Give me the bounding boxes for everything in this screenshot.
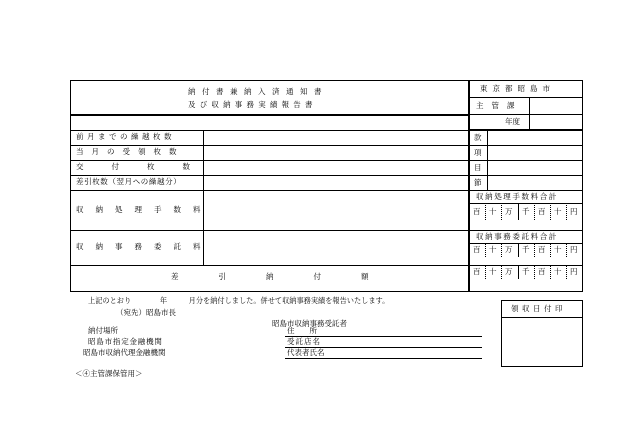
payee-title: 昭島市収納事務受託者 bbox=[272, 319, 347, 328]
code-kan: 款 bbox=[474, 133, 482, 142]
section-label: 主管課 bbox=[476, 101, 523, 110]
unit-juu: 十 bbox=[489, 245, 497, 254]
code-line-4 bbox=[469, 190, 583, 191]
office-name: 東京都昭島市 bbox=[480, 84, 555, 93]
address-label: 住 所 bbox=[287, 326, 317, 335]
unit-sen: 千 bbox=[522, 207, 530, 216]
handling-fee-label: 収納処理手数料 bbox=[76, 205, 213, 214]
store-name-label: 受託店名 bbox=[287, 337, 321, 346]
row-line-e bbox=[70, 190, 469, 191]
declaration-text: 上記のとおり 年 月分を納付しました。併せて収納事務実績を報告いたします。 bbox=[88, 296, 390, 305]
commission-units bbox=[469, 243, 583, 265]
code-line-3 bbox=[469, 175, 583, 176]
unit-div bbox=[518, 203, 519, 220]
unit-div bbox=[534, 243, 535, 257]
unit-div bbox=[501, 265, 502, 279]
unit-div bbox=[501, 203, 502, 220]
commission-fee-label: 収納事務委託料 bbox=[76, 242, 213, 251]
unit-div bbox=[550, 265, 551, 279]
unit-hyaku: 百 bbox=[473, 245, 481, 254]
unit-div bbox=[518, 265, 519, 279]
unit-juu2: 十 bbox=[554, 245, 562, 254]
unit-div bbox=[518, 243, 519, 257]
row-line-c bbox=[70, 160, 469, 161]
commission-total-label: 収納事務委託料合計 bbox=[476, 232, 558, 241]
unit-hyaku2: 百 bbox=[538, 207, 546, 216]
row-line-f bbox=[70, 230, 469, 231]
unit-div bbox=[501, 243, 502, 257]
row-label-issued bbox=[76, 162, 218, 171]
handling-total-label: 収納処理手数料合計 bbox=[476, 192, 558, 201]
office-divider-2 bbox=[469, 114, 583, 115]
row-label-received bbox=[76, 148, 198, 156]
form-title-line1: 納付書兼納入済通知書 bbox=[188, 87, 328, 96]
row-label-issued-text: 交付枚数 bbox=[76, 162, 218, 171]
unit-div bbox=[566, 203, 567, 220]
unit-hyaku: 百 bbox=[473, 207, 481, 216]
net-units bbox=[469, 265, 583, 292]
unit-sen: 千 bbox=[522, 245, 530, 254]
payment-place-label: 納付場所 bbox=[88, 326, 118, 335]
unit-juu2: 十 bbox=[554, 267, 562, 276]
unit-hyaku: 百 bbox=[473, 267, 481, 276]
unit-yen: 円 bbox=[570, 245, 578, 254]
agent-institution: 昭島市収納代理金融機関 bbox=[83, 348, 166, 357]
code-kou: 項 bbox=[474, 148, 482, 157]
unit-man: 万 bbox=[505, 267, 513, 276]
row-line-a bbox=[70, 130, 469, 131]
unit-juu: 十 bbox=[489, 267, 497, 276]
representative-underline bbox=[285, 358, 482, 359]
unit-div bbox=[566, 243, 567, 257]
unit-div bbox=[566, 265, 567, 279]
fiscal-year-label: 年度 bbox=[505, 117, 520, 126]
designated-institution: 昭島市指定金融機関 bbox=[88, 337, 163, 346]
unit-div bbox=[550, 243, 551, 257]
row-label-received-text: 当月の受領枚数 bbox=[76, 147, 185, 156]
row-line-b bbox=[70, 145, 469, 146]
unit-juu2: 十 bbox=[554, 207, 562, 216]
net-payment-label: 差引納付額 bbox=[171, 272, 409, 281]
row-label-balance: 差引枚数（翌月への繰越分） bbox=[76, 177, 182, 186]
form-title-line2: 及び収納事務実績報告書 bbox=[188, 100, 317, 109]
unit-man: 万 bbox=[505, 245, 513, 254]
unit-div bbox=[485, 243, 486, 257]
unit-juu: 十 bbox=[489, 207, 497, 216]
row-line-d bbox=[70, 175, 469, 176]
row-line-g bbox=[70, 265, 469, 266]
unit-div bbox=[550, 203, 551, 220]
title-box bbox=[70, 80, 469, 115]
receipt-stamp-label: 領収日付印 bbox=[511, 304, 566, 313]
row-label-carryover: 前月までの繰越枚数 bbox=[76, 132, 175, 141]
representative-label: 代表者氏名 bbox=[287, 348, 325, 357]
office-divider-1 bbox=[469, 97, 583, 98]
receipt-stamp-divider bbox=[501, 317, 583, 318]
code-setsu: 節 bbox=[474, 178, 482, 187]
unit-div bbox=[534, 265, 535, 279]
unit-hyaku2: 百 bbox=[538, 245, 546, 254]
code-line-2 bbox=[469, 160, 583, 161]
unit-div bbox=[485, 265, 486, 279]
unit-div bbox=[485, 203, 486, 220]
addressee: （宛先）昭島市長 bbox=[116, 308, 176, 317]
unit-man: 万 bbox=[505, 207, 513, 216]
footer-note: ＜④主管課保管用＞ bbox=[75, 369, 143, 378]
unit-hyaku2: 百 bbox=[538, 267, 546, 276]
commission-top-line bbox=[469, 230, 583, 231]
code-moku: 目 bbox=[474, 163, 482, 172]
unit-div bbox=[534, 203, 535, 220]
code-line-1 bbox=[469, 145, 583, 146]
handling-units bbox=[469, 203, 583, 230]
unit-yen: 円 bbox=[570, 267, 578, 276]
unit-yen: 円 bbox=[570, 207, 578, 216]
unit-sen: 千 bbox=[522, 267, 530, 276]
office-vdivider bbox=[529, 97, 530, 130]
